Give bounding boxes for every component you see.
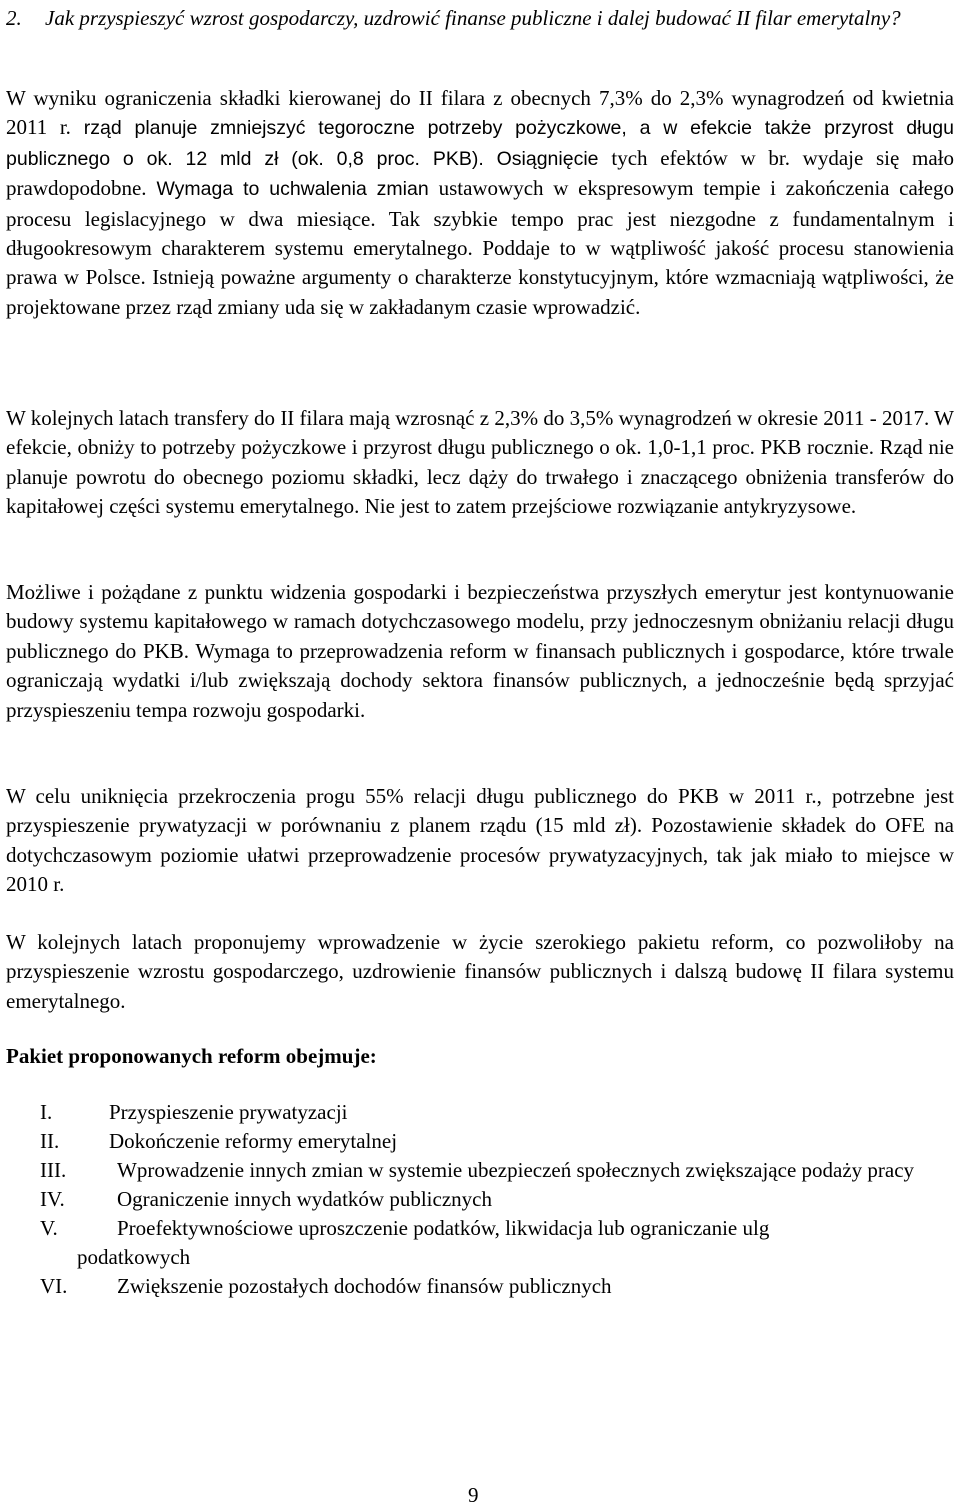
reforms-title: Pakiet proponowanych reform obejmuje: [6,1044,377,1068]
reform-text: Przyspieszenie prywatyzacji [109,1100,348,1124]
reforms-list [40,1098,954,1301]
paragraph-4: W celu uniknięcia przekroczenia progu 55% relacji długu publicznego do PKB w 2011 r., potrzebne jest przyspieszenie prywatyzacji w porównaniu z planem rządu (15 mld zł). Pozostawienie składek do OFE na dotychczasowym poziomie ułatwi przeprowadzenie procesów prywatyzacyjnych, tak jak miało to miejsce w 2010 r. [6,784,954,897]
paragraph-1 [6,84,954,322]
reform-text: Wprowadzenie innych zmian w systemie ubezpieczeń społecznych zwiększające podaży pracy [117,1158,915,1182]
paragraph-1-part-e: ustawowych w ekspresowym tempie i zakończenia całego procesu legislacyjnego w dwa miesiące. Tak szybkie tempo prac jest niezgodne z fundamentalnym i długookresowym charakterem systemu emerytalnego. Poddaje to w wątpliwość jakość procesu stanowienia prawa w Polsce. Istnieją poważne argumenty o charakterze konstytucyjnym, które wzmacniają wątpliwości, że projektowane przez rząd zmiany uda się w zakładanym czasie wprowadzić. [6,176,954,319]
reform-text-continuation: podatkowych [77,1245,191,1269]
reform-text: Dokończenie reformy emerytalnej [109,1129,398,1153]
paragraph-1-part-b: rząd planuje zmniejszyć tegoroczne potrzeby pożyczkowe, a w efekcie także przyrost długu publicznego o ok. 12 mld zł (ok. 0,8 proc. PKB). Osiągnięcie [6,117,954,170]
reform-numeral: IV. [40,1187,65,1211]
reform-item-6 [40,1272,954,1301]
reform-item-3 [40,1156,954,1185]
reform-text: Ograniczenie innych wydatków publicznych [117,1187,492,1211]
section-heading [6,4,954,33]
page-number: 9 [468,1483,479,1507]
reform-text: Zwiększenie pozostałych dochodów finansów publicznych [117,1274,612,1298]
reform-item-5 [40,1214,954,1272]
reform-item-1 [40,1098,954,1127]
reform-numeral: V. [40,1216,58,1240]
paragraph-3: Możliwe i pożądane z punktu widzenia gospodarki i bezpieczeństwa przyszłych emerytur jest kontynuowanie budowy systemu kapitałowego w ramach dotychczasowego modelu, przy jednoczesnym obniżaniu relacji długu publicznego do PKB. Wymaga to przeprowadzenia reform w finansach publicznych i gospodarce, które trwale ograniczają wydatki i/lub zwiększają dochody sektora finansów publicznych, a jednocześnie będą sprzyjać przyspieszeniu tempa rozwoju gospodarki. [6,580,954,722]
paragraph-1-part-d: Wymaga to uchwalenia zmian [146,178,439,201]
paragraph-5: W kolejnych latach proponujemy wprowadzenie w życie szerokiego pakietu reform, co pozwoliłoby na przyspieszenie wzrostu gospodarczego, uzdrowienie finansów publicznych i dalszą budowę II filara systemu emerytalnego. [6,930,954,1013]
reform-item-2 [40,1127,954,1156]
reform-numeral: I. [40,1100,53,1124]
paragraph-1-part-a: W wyniku ograniczenia składki kierowanej do II filara z obecnych 7,3% do 2,3% wynagrodzeń od kwietnia 2011 r. [6,86,954,140]
section-heading-text: Jak przyspieszyć wzrost gospodarczy, uzdrowić finanse publiczne i dalej budować II filar emerytalny? [45,6,901,30]
reform-item-4 [40,1185,954,1214]
paragraph-1-part-c: tych efektów w br. wydaje się mało prawdopodobne. [6,145,955,201]
paragraph-2: W kolejnych latach transfery do II filara mają wzrosnąć z 2,3% do 3,5% wynagrodzeń w okresie 2011 - 2017. W efekcie, obniży to potrzeby pożyczkowe i przyrost długu publicznego o ok. 1,0-1,1 proc. PKB rocznie. Rząd nie planuje powrotu do obecnego poziomu składki, lecz dąży do trwałego i znaczącego obniżenia transferów do kapitałowej części systemu emerytalnego. Nie jest to zatem przejściowe rozwiązanie antykryzysowe. [6,406,954,519]
reform-numeral: III. [40,1158,67,1182]
section-heading-number: 2. [6,6,22,30]
reform-numeral: VI. [40,1274,68,1298]
reform-text: Proefektywnościowe uproszczenie podatków, likwidacja lub ograniczanie ulg [117,1216,770,1240]
reform-numeral: II. [40,1129,60,1153]
